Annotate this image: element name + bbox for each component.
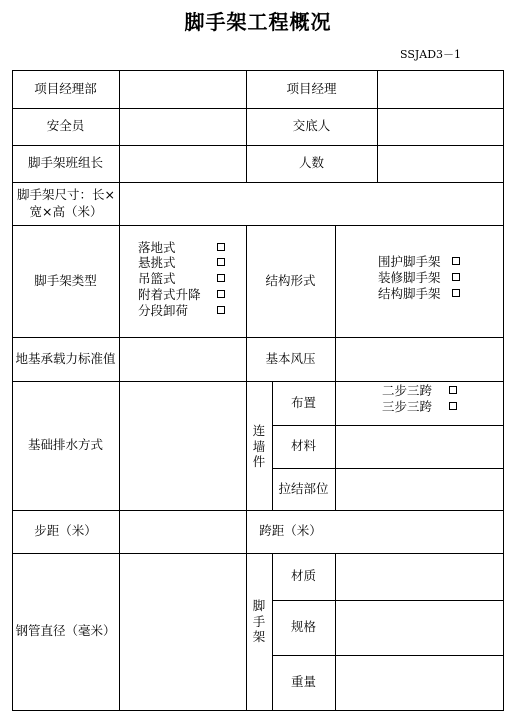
checkbox-cantilevered[interactable]: [217, 258, 225, 266]
table-border: [503, 70, 504, 711]
safety-officer-label: 安全员: [46, 118, 85, 134]
scaffold-type-option: 悬挑式: [138, 255, 176, 270]
layout-option: 三步三跨: [382, 399, 433, 414]
col-line: [335, 225, 336, 511]
structure-form-option: 结构脚手架: [378, 286, 441, 301]
checkbox-hanging-basket[interactable]: [217, 274, 225, 282]
checkbox-enclosure-scaffold[interactable]: [452, 257, 460, 265]
checkbox-structural-scaffold[interactable]: [452, 289, 460, 297]
scaffold-type-option: 落地式: [138, 240, 176, 255]
pipe-diameter-label: 钢管直径（毫米）: [15, 623, 116, 639]
layout-option: 二步三跨: [382, 383, 433, 398]
wall-tie-group-label: 连墙件: [252, 423, 266, 470]
briefing-person-label: 交底人: [292, 118, 331, 134]
scaffold-group-label: 脚手架: [252, 598, 266, 645]
checkbox-attached-lifting[interactable]: [217, 290, 225, 298]
structure-form-label: 结构形式: [265, 272, 316, 288]
headcount-label: 人数: [298, 155, 324, 171]
page-title: 脚手架工程概况: [184, 10, 332, 34]
structure-form-option: 围护脚手架: [378, 254, 441, 269]
foundation-capacity-label: 地基承载力标准值: [15, 350, 116, 366]
tie-location-label: 拉结部位: [278, 480, 329, 496]
checkbox-decoration-scaffold[interactable]: [452, 273, 460, 281]
scaffold-type-option: 分段卸荷: [138, 303, 189, 318]
scaffold-type-option: 吊篮式: [138, 271, 176, 286]
col-line: [119, 70, 120, 711]
col-line: [377, 70, 378, 182]
table-border: [12, 710, 504, 711]
drainage-label: 基础排水方式: [27, 437, 103, 453]
material-label: 材料: [290, 438, 316, 454]
span-distance-label: 跨距（米）: [259, 523, 322, 539]
project-manager-label: 项目经理: [286, 80, 337, 96]
project-dept-label: 项目经理部: [34, 80, 97, 96]
document-code: SSJAD3－1: [400, 48, 462, 61]
material-quality-label: 材质: [290, 568, 316, 584]
layout-label: 布置: [290, 394, 316, 410]
dimensions-label: [14, 182, 118, 225]
structure-form-option: 装修脚手架: [378, 270, 441, 285]
team-leader-label: 脚手架班组长: [27, 155, 103, 171]
dimensions-text: 脚手架尺寸：长×宽×高（米）: [17, 186, 115, 219]
wind-pressure-label: 基本风压: [265, 350, 316, 366]
step-distance-label: 步距（米）: [34, 523, 97, 539]
scaffold-type-option: 附着式升降: [138, 287, 201, 302]
col-line: [335, 553, 336, 711]
checkbox-floor-standing[interactable]: [217, 243, 225, 251]
checkbox-three-step-three-span[interactable]: [449, 402, 457, 410]
weight-label: 重量: [290, 674, 316, 690]
scaffold-type-label: 脚手架类型: [34, 272, 97, 288]
specification-label: 规格: [290, 619, 316, 635]
checkbox-two-step-three-span[interactable]: [449, 386, 457, 394]
checkbox-segmented-unloading[interactable]: [217, 306, 225, 314]
